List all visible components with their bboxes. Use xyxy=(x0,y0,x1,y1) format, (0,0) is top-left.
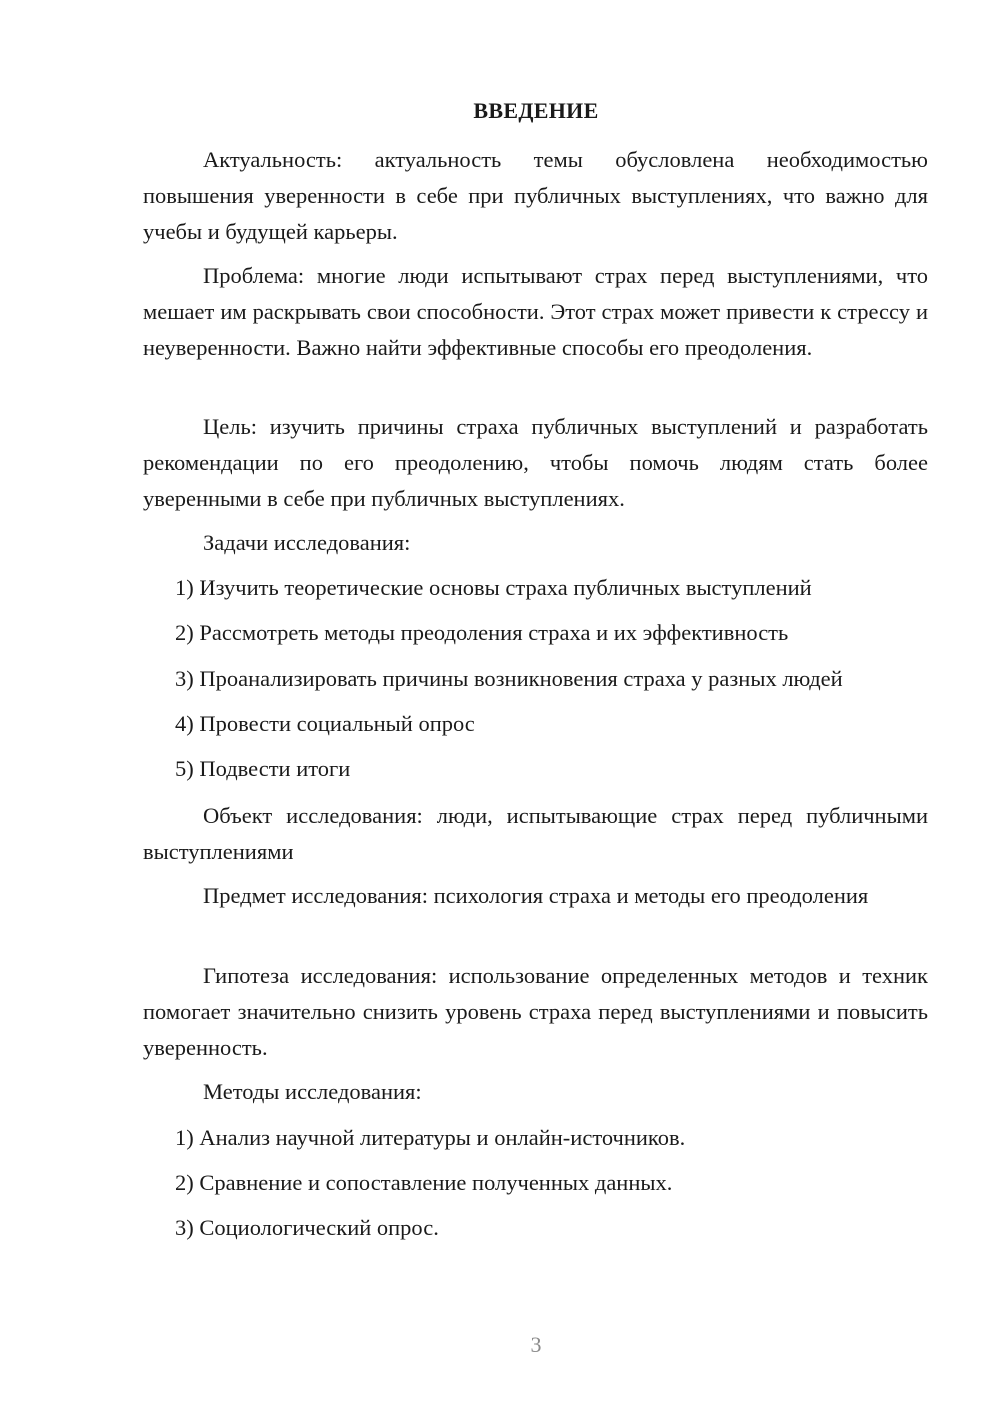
method-item-3: 3) Социологический опрос. xyxy=(175,1215,439,1240)
task-item-2: 2) Рассмотреть методы преодоления страха и их эффективность xyxy=(175,620,789,645)
task-item-5: 5) Подвести итоги xyxy=(175,756,351,781)
object-paragraph: Объект исследования: люди, испытывающие страх перед публичными выступлениями xyxy=(143,803,928,864)
relevance-paragraph: Актуальность: актуальность темы обусловлена необходимостью повышения уверенности в себе при публичных выступлениях, что важно для учебы и будущей карьеры. xyxy=(143,147,928,244)
subject-paragraph: Предмет исследования: психология страха и методы его преодоления xyxy=(203,883,869,908)
problem-paragraph: Проблема: многие люди испытывают страх перед выступлениями, что мешает им раскрывать свои способности. Этот страх может привести к стрессу и неуверенности. Важно найти эффективные способы его преодоления. xyxy=(143,263,928,360)
goal-paragraph: Цель: изучить причины страха публичных выступлений и разработать рекомендации по его преодолению, чтобы помочь людям стать более уверенными в себе при публичных выступлениях. xyxy=(143,414,928,511)
tasks-heading: Задачи исследования: xyxy=(203,530,411,555)
page-number: 3 xyxy=(530,1332,542,1357)
task-item-3: 3) Проанализировать причины возникновения страха у разных людей xyxy=(175,666,843,691)
method-item-2: 2) Сравнение и сопоставление полученных данных. xyxy=(175,1170,673,1195)
hypothesis-paragraph: Гипотеза исследования: использование определенных методов и техник помогает значительно снизить уровень страха перед выступлениями и повысить уверенность. xyxy=(143,963,928,1060)
section-heading: ВВЕДЕНИЕ xyxy=(473,98,599,123)
method-item-1: 1) Анализ научной литературы и онлайн-источников. xyxy=(175,1125,686,1150)
task-item-1: 1) Изучить теоретические основы страха публичных выступлений xyxy=(175,575,812,600)
task-item-4: 4) Провести социальный опрос xyxy=(175,711,475,736)
methods-heading: Методы исследования: xyxy=(203,1079,422,1104)
